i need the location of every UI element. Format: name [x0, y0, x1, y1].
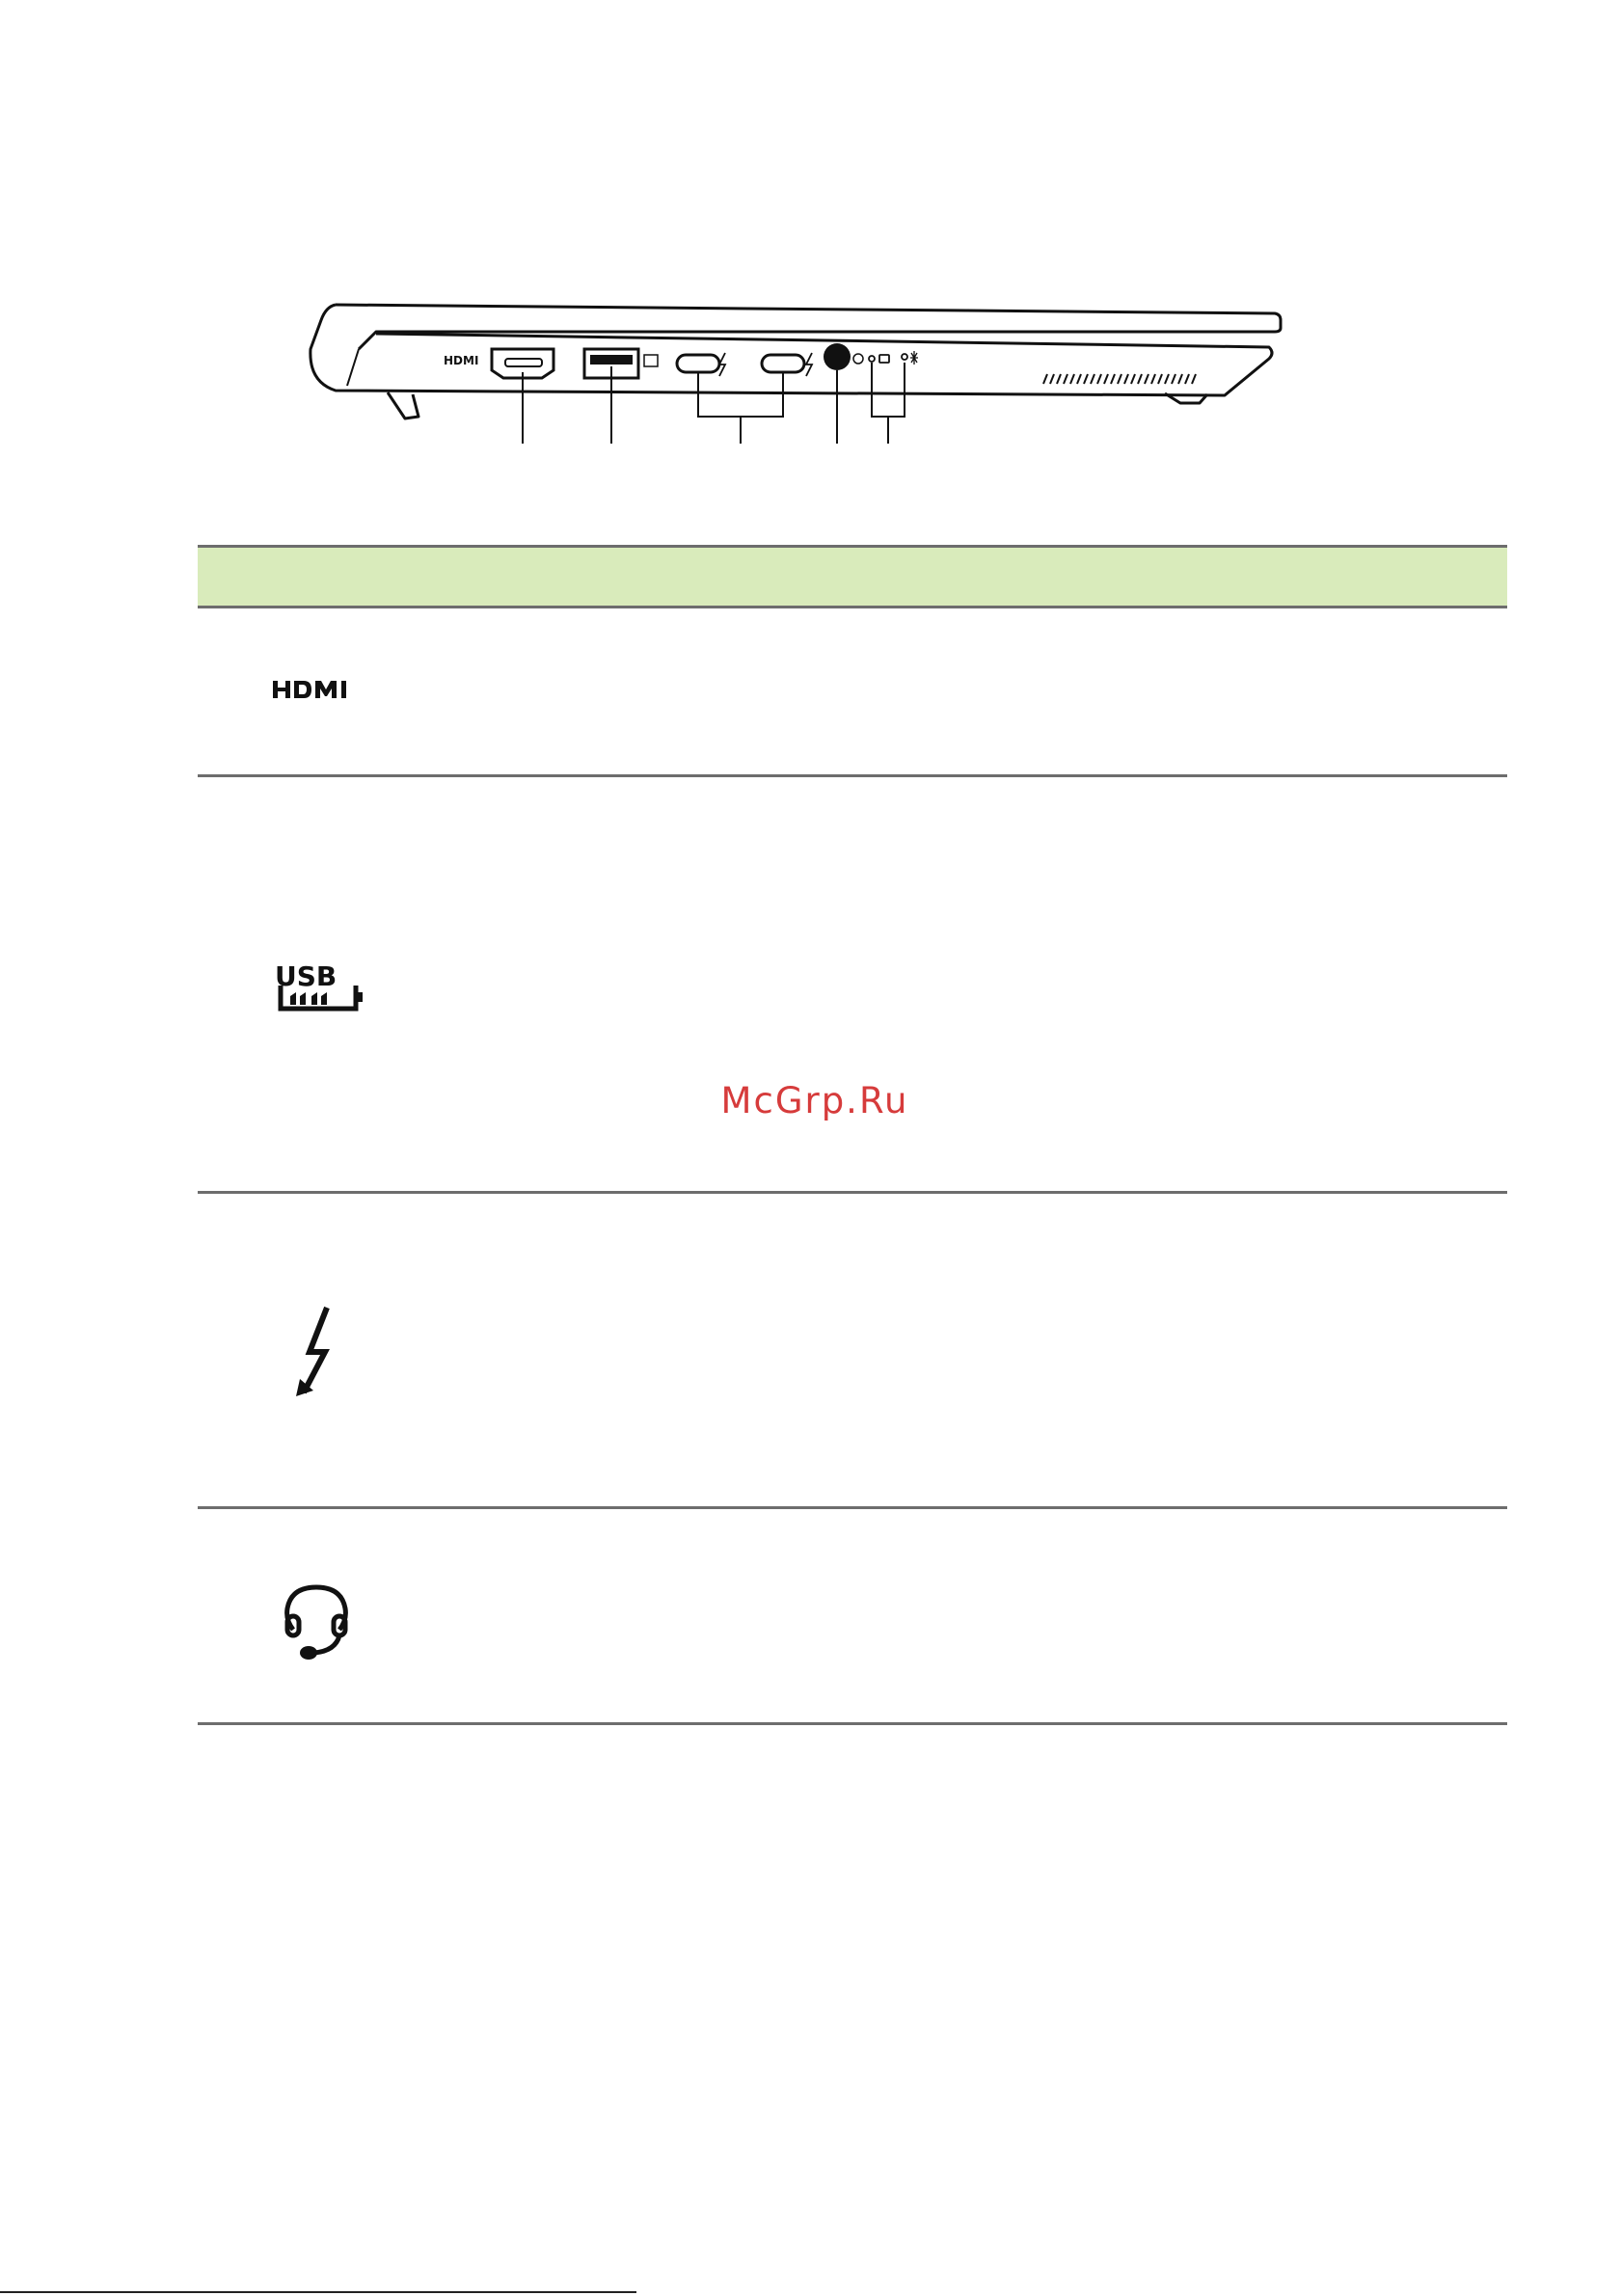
- row-divider-4: [198, 1722, 1507, 1725]
- laptop-left-side-diagram: [0, 0, 1621, 501]
- usb-c-port-2: [762, 353, 812, 376]
- footer-rule: [0, 2291, 636, 2293]
- usb-charging-icon: [273, 960, 369, 1014]
- hdmi-icon: [273, 679, 365, 700]
- laptop-lid: [336, 305, 1281, 349]
- headset-icon: [280, 1581, 357, 1662]
- row-divider-3: [198, 1506, 1507, 1509]
- row-divider-2: [198, 1191, 1507, 1194]
- table-header: [198, 545, 1507, 608]
- watermark: McGrp.Ru: [720, 1080, 909, 1121]
- status-leds: [869, 351, 918, 365]
- front-foot: [388, 392, 419, 419]
- hdmi-chassis-label: HDMI: [444, 354, 479, 367]
- headset-jack: [824, 343, 863, 370]
- svg-text:USB: USB: [275, 960, 338, 992]
- usb-a-port: [584, 349, 658, 378]
- thunderbolt-icon: [294, 1304, 340, 1400]
- usb-c-port-1: [677, 353, 725, 376]
- row-divider-1: [198, 774, 1507, 777]
- speaker-grille: [1043, 374, 1196, 384]
- callout-lines: [523, 363, 905, 444]
- laptop-base: [311, 305, 1272, 395]
